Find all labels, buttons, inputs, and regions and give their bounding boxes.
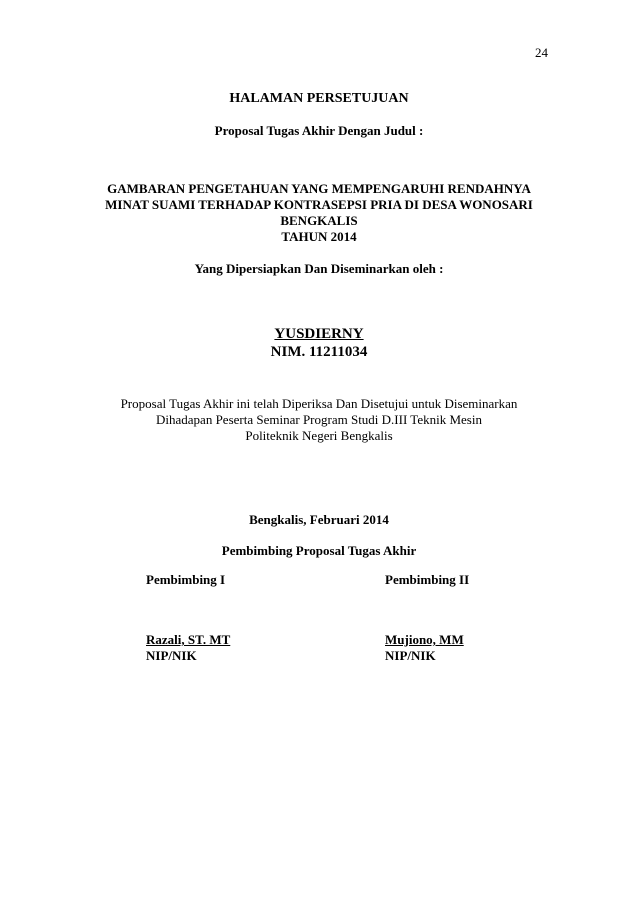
author-nim: NIM. 11211034 [270,344,368,360]
prepared-by-label: Yang Dipersiapkan Dan Diseminarkan oleh : [194,261,444,276]
proposal-title-line-1: GAMBARAN PENGETAHUAN YANG MEMPENGARUHI RENDAHNYA [107,181,531,196]
advisor-1-role: Pembimbing I [146,572,226,587]
page-subheading: Proposal Tugas Akhir Dengan Judul : [214,123,424,138]
advisor-2-id-label: NIP/NIK [385,648,436,663]
author-name: YUSDIERNY [274,326,364,342]
advisor-1-id-label: NIP/NIK [146,648,197,663]
advisors-heading: Pembimbing Proposal Tugas Akhir [221,543,417,558]
approval-line-1: Proposal Tugas Akhir ini telah Diperiksa Dan Disetujui untuk Diseminarkan [120,396,518,411]
advisor-2-role: Pembimbing II [385,572,470,587]
proposal-title-line-3: BENGKALIS [280,213,358,228]
advisor-2-name: Mujiono, MM [385,632,464,647]
page-heading: HALAMAN PERSETUJUAN [229,91,409,106]
place-date: Bengkalis, Februari 2014 [249,512,389,527]
proposal-title-line-4: TAHUN 2014 [281,229,357,244]
page-number: 24 [535,45,548,60]
proposal-title-line-2: MINAT SUAMI TERHADAP KONTRASEPSI PRIA DI DESA WONOSARI [105,197,533,212]
approval-line-2: Dihadapan Peserta Seminar Program Studi D.III Teknik Mesin [156,412,482,427]
approval-line-3: Politeknik Negeri Bengkalis [245,428,393,443]
advisor-1-name: Razali, ST. MT [146,632,231,647]
